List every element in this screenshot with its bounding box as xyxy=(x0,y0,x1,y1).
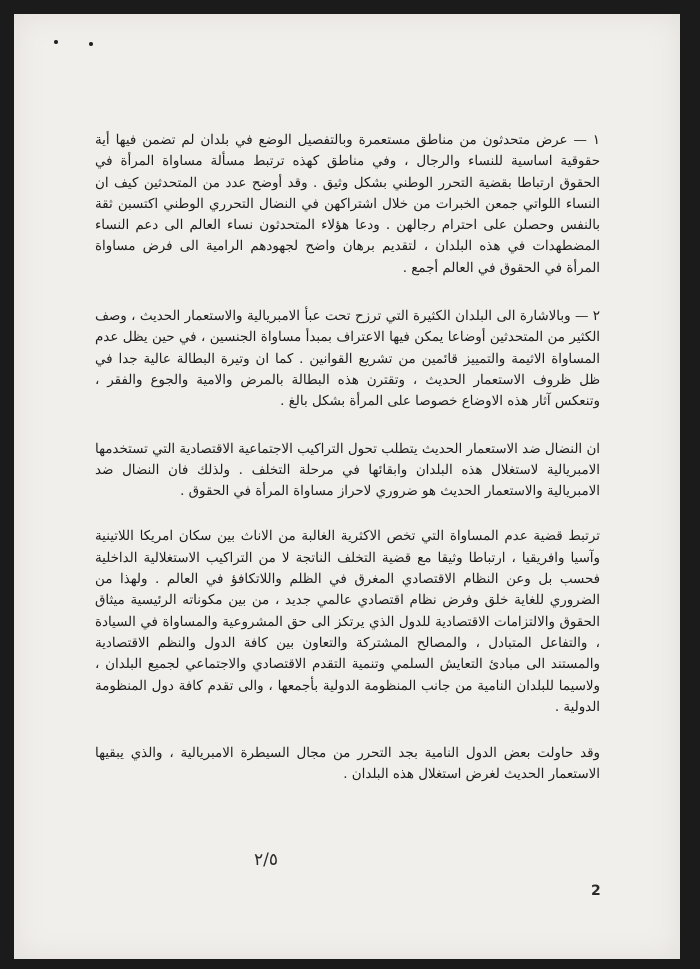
paragraph: ترتبط قضية عدم المساواة التي تخص الاكثرية الغالبة من الاناث بين سكان امريكا اللاتينية وآسيا وافريقيا ، ارتباطا وثيقا مع قضية التخلف الناتجة لا من التراكيب الاستغلالية الداخلية فحسب بل وعن النظام الاقتصادي المغرق في الظلم واللاتكافؤ في العالم . ولهذا من الضروري للغاية خلق وفرض نظام اقتصادي عالمي جديد ، من بين مكوناته الرئيسية ميثاق الحقوق والالتزامات الاقتصادية للدول الذي يرتكز الى حق المشروعية والمساواة في السيادة ، والتفاعل المتبادل ، والمصالح المشتركة والتعاون بين كافة الدول والنظم الاقتصادية والمستند الى مبادئ التعايش السلمي وتنمية التقدم الاقتصادي والاجتماعي لجميع البلدان ، ولاسيما للبلدان النامية من جانب المنظومة الدولية بأجمعها ، والى تقدم كافة دول المنظومة الدولية . xyxy=(95,529,600,715)
page-fraction: ٢/٥ xyxy=(254,850,278,870)
paragraph: ان النضال ضد الاستعمار الحديث يتطلب تحول التراكيب الاجتماعية الاقتصادية التي تستخدمها الامبريالية لاستغلال هذه البلدان وابقائها في مرحلة التخلف . ولذلك فان النضال ضد الامبريالية والاستعمار الحديث هو ضروري لاحراز مساواة المرأة في الحقوق . xyxy=(95,441,600,500)
punch-hole-mark xyxy=(54,40,58,44)
page-number: 2 xyxy=(591,883,601,899)
punch-hole-mark xyxy=(89,42,93,46)
paragraph: وقد حاولت بعض الدول النامية بجد التحرر من مجال السيطرة الامبريالية ، والذي يبقيها الاستعمار الحديث لغرض استغلال هذه البلدان . xyxy=(95,746,600,783)
paragraph: ٢ — وبالاشارة الى البلدان الكثيرة التي ترزح تحت عبأ الامبريالية والاستعمار الحديث ، وصف الكثير من المتحدثين أوضاعا يمكن فيها الاعتراف بمبدأ مساواة الجنسين ، في حين يظل عدم المساواة الاثيمة والتمييز قائمين من تشريع القوانين . كما ان وتيرة البطالة عالية جدا في ظل ظروف الاستعمار الحديث ، وتقترن هذه البطالة بالمرض والامية والجوع والفقر ، وتنعكس آثار هذه الاوضاع خصوصا على المرأة بشكل بالغ . xyxy=(95,309,600,410)
paragraph: ١ — عرض متحدثون من مناطق مستعمرة وبالتفصيل الوضع في بلدان لم تضمن فيها أية حقوقية اساسية للنساء والرجال ، وفي مناطق كهذه ترتبط مسألة مساواة المرأة في الحقوق ارتباطا بقضية التحرر الوطني بشكل وثيق . وقد أوضح عدد من المتحدثين كيف ان النساء اللواتي جمعن الخبرات من خلال اشتراكهن في النضال التحرري الوطني اكتسبن ثقة بالنفس وحصلن على احترام رجالهن . ودعا هؤلاء المتحدثون نساء العالم الى دعم النساء المضطهدات في هذه البلدان ، لتقديم برهان واضح لجهودهم الرامية الى فرض مساواة المرأة في الحقوق في العالم أجمع . xyxy=(95,133,600,276)
document-body xyxy=(95,130,600,786)
